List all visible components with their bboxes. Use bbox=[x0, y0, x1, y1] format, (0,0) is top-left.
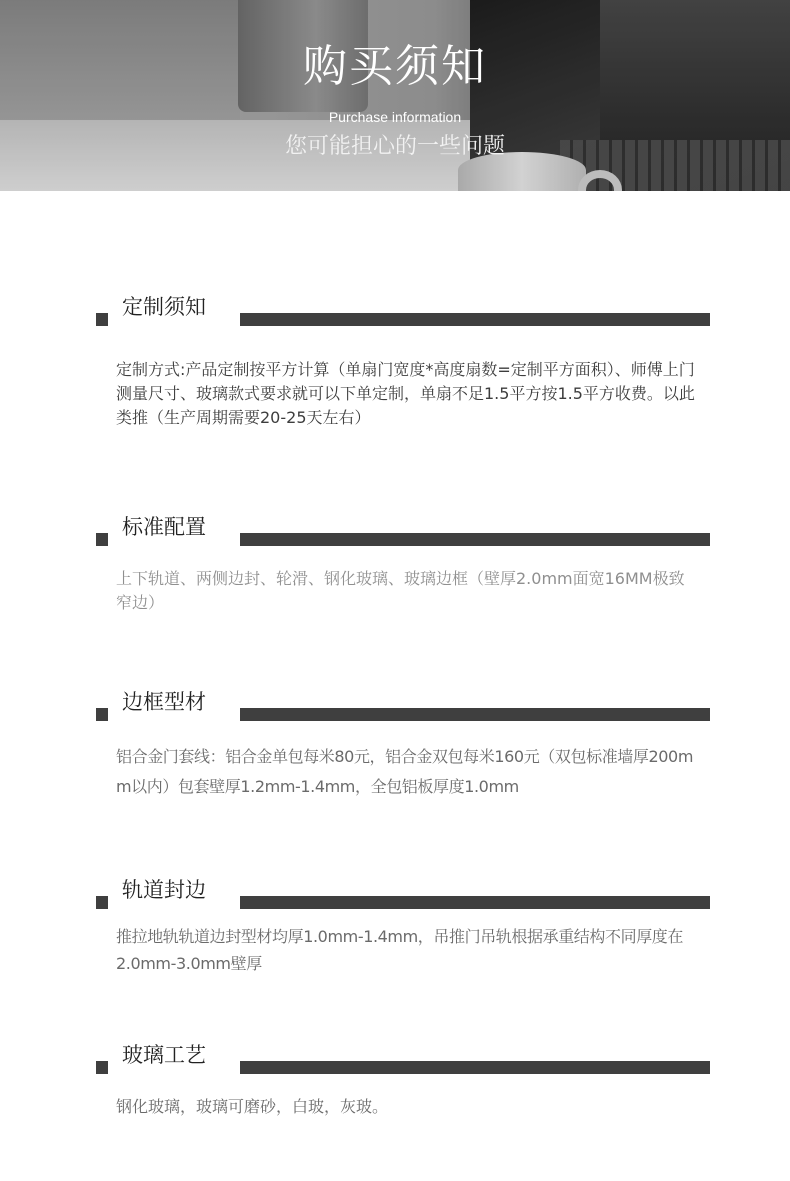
section-title: 轨道封边 bbox=[122, 878, 206, 902]
section-glass-craft bbox=[96, 1040, 710, 1116]
section-body: 上下轨道、两侧边封、轮滑、钢化玻璃、玻璃边框（壁厚2.0mm面宽16MM极致窄边） bbox=[116, 569, 685, 612]
section-standard-config bbox=[96, 512, 710, 612]
section-frame-profile bbox=[96, 687, 710, 796]
section-body: 铝合金门套线：铝合金单包每米80元，铝合金双包每米160元（双包标准墙厚200mm以内）包套壁厚1.2mm-1.4mm，全包铝板厚度1.0mm bbox=[116, 747, 694, 796]
section-header bbox=[96, 1040, 710, 1074]
section-header bbox=[96, 875, 710, 909]
section-title: 玻璃工艺 bbox=[122, 1043, 206, 1067]
banner-title: 购买须知 bbox=[303, 41, 487, 92]
section-header bbox=[96, 687, 710, 721]
banner-subtitle-en: Purchase information bbox=[328, 109, 462, 125]
section-body: 推拉地轨轨道边封型材均厚1.0mm-1.4mm，吊推门吊轨根据承重结构不同厚度在2.0mm-3.0mm壁厚 bbox=[116, 927, 684, 973]
section-body: 钢化玻璃，玻璃可磨砂，白玻，灰玻。 bbox=[116, 1097, 389, 1116]
header-banner bbox=[0, 0, 790, 191]
section-title: 标准配置 bbox=[122, 515, 206, 539]
section-custom-notice bbox=[96, 292, 710, 427]
section-title: 定制须知 bbox=[122, 295, 206, 319]
banner-overlay bbox=[0, 0, 790, 191]
section-header bbox=[96, 292, 710, 326]
section-track-edge bbox=[96, 875, 710, 973]
banner-subtitle-cn: 您可能担心的一些问题 bbox=[284, 134, 505, 159]
section-header bbox=[96, 512, 710, 546]
section-body: 定制方式:产品定制按平方计算（单扇门宽度*高度扇数=定制平方面积）、师傅上门测量尺寸、玻璃款式要求就可以下单定制，单扇不足1.5平方按1.5平方收费。以此类推（生产周期需要20-25天左右） bbox=[116, 360, 695, 427]
section-title: 边框型材 bbox=[122, 690, 206, 714]
